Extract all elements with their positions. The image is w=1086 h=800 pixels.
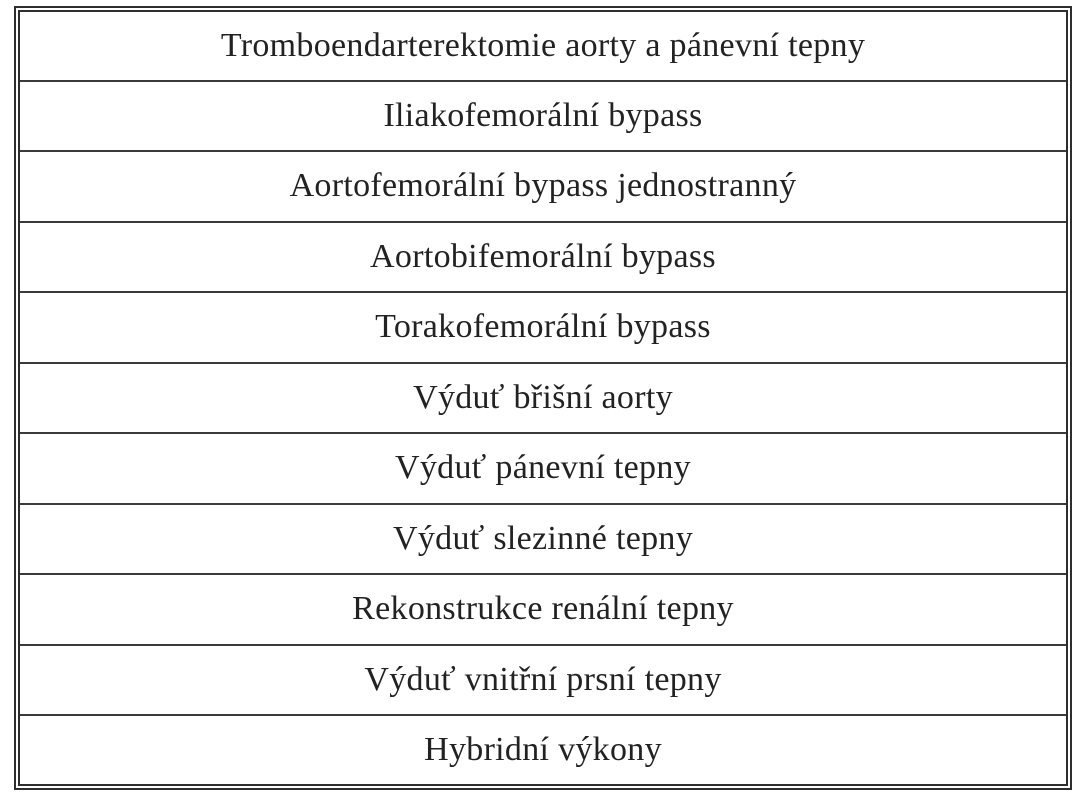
table-row (20, 504, 1066, 575)
table-cell: Torakofemorální bypass (20, 292, 1066, 363)
table-row (20, 715, 1066, 784)
table-cell: Výduť břišní aorty (20, 363, 1066, 434)
table-row (20, 81, 1066, 152)
table-cell: Iliakofemorální bypass (20, 81, 1066, 152)
table-cell: Aortobifemorální bypass (20, 222, 1066, 293)
table-row (20, 292, 1066, 363)
procedures-table-frame (14, 6, 1072, 790)
table-row (20, 222, 1066, 293)
table-cell: Rekonstrukce renální tepny (20, 574, 1066, 645)
table-cell: Hybridní výkony (20, 715, 1066, 784)
table-cell: Výduť slezinné tepny (20, 504, 1066, 575)
table-row (20, 363, 1066, 434)
table-cell: Tromboendarterektomie aorty a pánevní tepny (220, 26, 866, 64)
table-row (20, 574, 1066, 645)
table-cell: Výduť pánevní tepny (20, 433, 1066, 504)
table-row (20, 433, 1066, 504)
table-cell: Výduť vnitřní prsní tepny (20, 645, 1066, 716)
table-cell: Aortofemorální bypass jednostranný (20, 151, 1066, 222)
table-row (20, 151, 1066, 222)
table-row (20, 12, 1066, 81)
table-row (20, 645, 1066, 716)
procedures-table (20, 12, 1066, 784)
